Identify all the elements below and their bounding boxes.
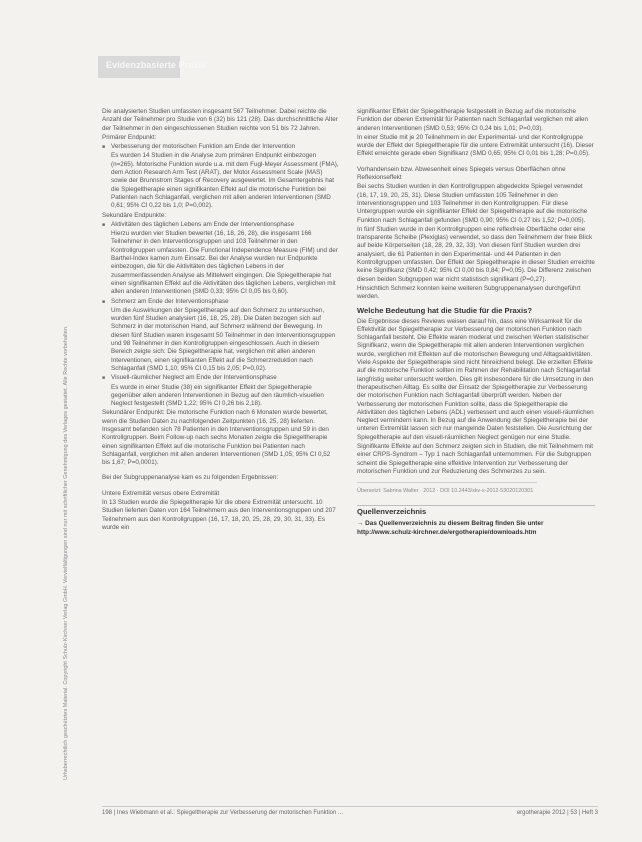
- references-title: Quellenverzeichnis: [357, 505, 595, 516]
- section-header-label: Evidenzbasierte Praxis: [106, 60, 207, 70]
- left-column: [102, 108, 340, 533]
- right-column: [357, 108, 595, 538]
- paragraph: Sekundärer Endpunkt: Die motorische Funktion nach 6 Monaten wurde bewertet, wenn die Studien Daten zu nachfolgenden Zeitpunkten (16, 25, 28) lieferten. Insgesamt befanden sich 78 Patienten in den Interventionsgruppen und 59 in den Kontrollgruppen. Beim Follow-up nach sechs Monaten zeigte die Spiegeltherapie einen signifikanten Effekt auf die motorische Funktion bei Patienten nach Schlaganfall, verglichen mit allen anderen Interventionen (SMD 1,05; 95% CI 0,52 bis 1,67; P=0,0001).: [102, 409, 331, 467]
- footer-left: 198 | Ines Wiebmann et al.: Spiegeltherapie zur Verbesserung der motorischen Funktion ...: [102, 810, 344, 816]
- paragraph: Die Ergebnisse dieses Reviews weisen darauf hin, dass eine Wirksamkeit für die Effektivität der Spiegeltherapie zur Verbesserung der motorischen Funktion nach Schlaganfall besteht. Die Effekte waren moderat und zwischen Werten statistischer Signifikanz, wenn die Spiegeltherapie mit allen anderen Interventionen verglichen wurde, verglichen mit Effekten auf die motorischen Bewegung und Alltagsaktivitäten. Viele Aspekte der Spiegeltherapie sind nicht hinreichend belegt. Die erzielten Effekte auf die motorische Funktion sollten im Rahmen der Rehabilitation nach Schlaganfall langfristig weiter untersucht werden. Dies gilt insbesondere für die Umsetzung in den therapeutischen Alltag. Es sollte der Einsatz der Spiegeltherapie zur Verbesserung der motorischen Funktion nach Schlaganfall überprüft werden. Neben der Verbesserung der motorischen Funktion sollte, dass die Spiegeltherapie die Aktivitäten des täglichen Lebens (ADL) verbessert und auch einen visuell-räumlichen Neglect vermindern kann. In Bezug auf die Anwendung der Spiegeltherapie bei der unteren Extremität lassen sich nur mangelnde Daten feststellen. Die Ausrichtung der Spiegeltherapie auf den visuell-räumlichen Neglect genügen nur eine Studie.: [357, 317, 594, 441]
- paragraph: In einer Studie mit je 20 Teilnehmern in der Experimental- und der Kontrollgruppe wurde der Effekt der Spiegeltherapie für die untere Extremität untersucht (16). Dieser Effekt erreichte gerade eben Signifikanz (SMD 0,65; 95% CI 0,01 bis 1,28; P=0,05).: [357, 133, 594, 158]
- indented-paragraph: Es wurde in einer Studie (38) ein signifikanter Effekt der Spiegeltherapie gegenüber allen anderen Interventionen in Bezug auf den räumlich-visuellen Neglect festgestellt (SMD 1,22; 95% CI 0,26 bis 2,18).: [111, 383, 324, 408]
- paragraph: signifikanter Effekt der Spiegeltherapie festgestellt in Bezug auf die motorische Funktion der oberen Extremität für Patienten nach Schlaganfall verglichen mit allen anderen Interventionen (SMD 0,53; 95% CI 0,24 bis 1,01; P=0,03).: [357, 108, 589, 132]
- bullet-heading: ■ Verbesserung der motorischen Funktion am Ende der Intervention: [102, 143, 340, 151]
- bullet-heading: ■ Aktivitäten des täglichen Lebens am Ende der Interventionsphase: [102, 221, 340, 229]
- paragraph: Untere Extremität versus obere Extremität: [102, 489, 220, 497]
- paragraph: Primärer Endpunkt:: [102, 133, 157, 141]
- paragraph: Bei der Subgruppenanalyse kam es zu folgenden Ergebnissen:: [102, 474, 279, 482]
- footer-divider: [102, 806, 598, 807]
- references-text: http://www.schulz-kirchner.de/ergotherapie/downloads.htm: [357, 529, 537, 537]
- indented-paragraph: Um die Auswirkungen der Spiegeltherapie auf den Schmerz zu untersuchen, wurden fünf Studien analysiert (16, 18, 25, 28). Die Daten bezogen sich auf Schmerz in der motorischen Hand, auf Schmerz während der Bewegung. In diesen fünf Studien waren insgesamt 50 Teilnehmer in den Interventionsgruppen und 98 Teilnehmer in den Kontrollgruppen eingeschlossen. Auch in diesem Bereich zeigte sich: Die Spiegeltherapie hat, verglichen mit allen anderen Interventionen, einen signifikanten Effekt auf die Schmerzreduktion nach Schlaganfall (SMD 1,10; 95% CI 0,15 bis 2,05; P=0,02).: [111, 306, 336, 372]
- separator-line: [357, 482, 537, 483]
- references-text: → Das Quellenverzeichnis zu diesem Beitrag finden Sie unter: [357, 519, 544, 527]
- translation-note: Übersetzt: Sabrina Walter · 2012 · DOI 10.2443/skv-s-2012-53020120301: [357, 488, 534, 495]
- paragraph: Sekundäre Endpunkte:: [102, 211, 167, 219]
- footer-right: ergotherapie 2012 | 53 | Heft 3: [516, 810, 598, 816]
- bullet-heading: ■ Visuell-räumlicher Neglect am Ende der Interventionsphase: [102, 374, 340, 382]
- paragraph: In 13 Studien wurde die Spiegeltherapie für die obere Extremität untersucht. 10 Studien lieferten Daten von 164 Teilnehmern aus den Interventionsgruppen und 207 Teilnehmern aus den Kontrollgruppen (16, 17, 18, 20, 25, 28, 29, 30, 31, 33). Es wurde ein: [102, 499, 336, 531]
- paragraph: Hinsichtlich Schmerz konnten keine weiteren Subgruppenanalysen durchgeführt werden.: [357, 284, 581, 301]
- paragraph: Die analysierten Studien umfassten insgesamt 567 Teilnehmer. Dabei reichte die Anzahl der Teilnehmer pro Studie von 6 (32) bis 121 (28). Das durchschnittliche Alter der Teilnehmer in den eingeschlossenen Studien reichte von 51 bis 72 Jahren.: [102, 108, 338, 132]
- copyright-side-note: Urheberrechtlich geschütztes Material. Copyright Schulz-Kirchner Verlag GmbH. Vervielfältigungen sind nur mit schriftlicher Genehmigung des Verlages gestattet. Alle Rechte vorbehalten.: [63, 325, 69, 780]
- paragraph: Bei sechs Studien wurden in den Kontrollgruppen abgedeckte Spiegel verwendet (16, 17, 19, 20, 25, 31). Diese Studien umfassten 105 Teilnehmer in den Interventionsgruppen und 103 Teilnehmer in den Kontrollgruppen. Für diese Untergruppen wurde ein signifikanter Effekt der Spiegeltherapie auf die motorische Funktion nach Schlaganfall gefunden (SMD 0,90; 95% CI 0,27 bis 1,52; P=0,005).: [357, 183, 588, 224]
- indented-paragraph: Hierzu wurden vier Studien bewertet (16, 18, 26, 28), die insgesamt 166 Teilnehmer in den Interventionsgruppen und 103 Teilnehmer in den Kontrollgruppen umfassten. Die Functional Independence Measure (FIM) und der Barthel-Index kamen zum Einsatz. Bei der Analyse wurden nur Endpunkte einbezogen, die für die Aktivitäten des täglichen Lebens in der zusammenfassenden Analyse als Mittelwert eingingen. Die Spiegeltherapie hat einen signifikanten Effekt auf die Aktivitäten des täglichen Lebens, verglichen mit allen anderen Interventionen (SMD 0,33; 95% CI 0,05 bis 0,60).: [111, 230, 338, 296]
- paragraph: Vorhandensein bzw. Abwesenheit eines Spiegels versus Oberflächen ohne Reflexionseffekt: [357, 165, 566, 182]
- indented-paragraph: Es wurden 14 Studien in die Analyse zum primären Endpunkt einbezogen (n=265). Motorische Funktion wurde u.a. mit dem Fugl-Meyer Assessment (FMA), dem Action Research Arm Test (ARAT), der Motor Assessment Scale (MAS) sowie der Brunnstrom Stages of Recovery ausgewertet. Im Gesamtergebnis hat die Spiegeltherapie einen signifikanten Effekt auf die motorische Funktion bei Patienten nach Schlaganfall, verglichen mit allen anderen Interventionen (SMD 0,61; 95% CI 0,22 bis 1,0; P=0,002).: [111, 152, 339, 210]
- section-heading: Welche Bedeutung hat die Studie für die Praxis?: [357, 305, 532, 315]
- paragraph: Signifikante Effekte auf den Schmerz zeigten sich in Studien, die mit Teilnehmern mit einer CRPS-Syndrom – Typ 1 nach Schlaganfall unternommen. Für die Subgruppen scheint die Spiegeltherapie eine effektive Intervention zur Verbesserung der motorischen Funktion und zur Reduzierung des Schmerzes zu sein.: [357, 442, 594, 475]
- bullet-heading: ■ Schmerz am Ende der Interventionsphase: [102, 298, 340, 306]
- paragraph: In fünf Studien wurde in den Kontrollgruppen eine reflexfreie Oberfläche oder eine transparente Scheibe (Plexiglas) verwendet, so dass den Teilnehmern der freie Blick auf beide Körperseiten (18, 28, 29, 32, 33). Von diesen fünf Studien wurden drei analysiert, die 61 Patienten in den Experimental- und 44 Patienten in den Kontrollgruppen umfassten. Der Effekt der Spiegeltherapie in dieser Studien erreichte keine Signifikanz (SMD 0,42; 95% CI 0,00 bis 0,84; P=0,05). Die Differenz zwischen diesen beiden Subgruppen war nicht statistisch signifikant (P=0,27).: [357, 225, 595, 283]
